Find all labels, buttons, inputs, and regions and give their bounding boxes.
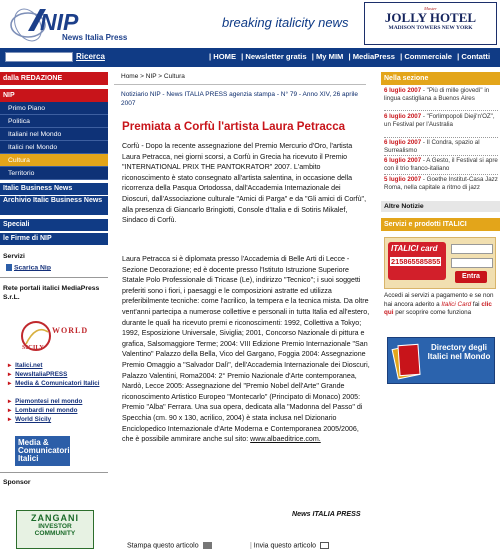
news-date: 6 luglio 2007 [384,113,422,120]
entra-button[interactable]: Entra [455,271,487,283]
sidebar-item-primo-piano[interactable]: Primo Piano [0,102,108,115]
top-navigation [0,48,500,67]
media-comunicatori-banner[interactable]: Media & Comunicatori Italici [15,436,70,466]
world-sicily-logo[interactable] [14,314,92,358]
nella-sezione-header: Nella sezione [381,72,500,85]
nip-header[interactable]: NIP [0,89,108,102]
slogan: breaking italicity news [222,15,349,30]
brand-name: News Italia Press [62,33,128,42]
breadcrumb [121,73,185,80]
nav-newsletter[interactable]: | Newsletter gratis [241,52,307,61]
clic-qui-link[interactable]: clic qui [384,300,492,317]
news-text: - "Forlimpopoli Dieji'n'OZ", un Festival per l'Australia [384,113,495,128]
divider [384,110,498,111]
scarica-nip-link[interactable]: Scarica Nip [13,264,51,272]
nav-links [209,52,493,61]
servizi-italici-header: Servizi e prodotti ITALICI [381,218,500,231]
site-link[interactable]: www.albaeditrice.com. [250,435,321,444]
divider [384,137,498,138]
breadcrumb-sep: > [156,73,164,80]
send-article-button[interactable] [250,542,329,549]
search-link[interactable]: Ricerca [76,52,105,61]
right-column [381,67,500,556]
sidebar-firme-nip[interactable]: le Firme di NIP [0,233,108,245]
nav-home[interactable]: | HOME [209,52,237,61]
breadcrumb-current: Cultura [163,73,185,80]
news-item[interactable] [384,87,498,102]
printer-icon [203,542,212,549]
sicily-swirl-icon [14,314,92,358]
news-date: 6 luglio 2007 [384,157,422,164]
news-text: - A Gesto, il Festival si apre con il trio franco-italiano [384,157,498,172]
network-link-italici[interactable]: ▸ Italici.net [8,362,42,369]
italici-card-login [384,237,496,289]
ad-title: JOLLY HOTEL [384,10,477,25]
nav-contatti[interactable]: | Contatti [457,52,491,61]
sidebar-speciali[interactable]: Speciali [0,219,108,231]
network-link-world-sicily[interactable]: ▸ World Sicily [8,416,51,423]
nav-my-mim[interactable]: | My MIM [311,52,344,61]
sidebar-archivio-business[interactable]: Archivio Italic Business News [0,196,108,215]
directory-book-icon [390,339,424,384]
divider [114,84,366,85]
network-link-newsitaliapress[interactable]: ▸ NewsItaliaPRESS [8,371,67,378]
italici-card-image [388,242,446,280]
network-title: Rete portali italici MediaPress S.r.L. [3,285,100,301]
news-item[interactable] [384,139,498,154]
news-item[interactable] [384,176,498,191]
nav-commerciale[interactable]: | Commerciale [400,52,453,61]
article-signature: News ITALIA PRESS [292,510,361,518]
sidebar-item-politica[interactable]: Politica [0,115,108,128]
sponsor-title: Sponsor [3,479,31,486]
search-input[interactable] [5,52,73,62]
sidebar-item-italiani-nel-mondo[interactable]: Italiani nel Mondo [0,128,108,141]
altre-notizie-link[interactable]: Altre Notizie [381,201,500,212]
access-text [384,292,498,318]
card-number: 215865585855 [391,257,441,266]
left-sidebar [0,67,108,556]
sidebar-italic-business-news[interactable]: Italic Business News [0,183,108,195]
ad-subtitle: MADISON TOWERS NEW YORK [388,25,473,31]
community-text: COMMUNITY [34,530,76,537]
notiziario-line: Notiziario NIP - News ITALIA PRESS agenzia stampa - N° 79 - Anno XIV, 26 aprile 2007 [121,91,358,107]
site-header [0,0,500,48]
servizi-title: Servizi [3,253,25,260]
dalla-redazione-header: dalla REDAZIONE [0,72,108,85]
divider [384,174,498,175]
sidebar-item-cultura[interactable]: Cultura [0,154,108,167]
directory-banner[interactable] [387,337,495,384]
nav-mediapress[interactable]: | MediaPress [348,52,395,61]
download-icon [6,264,12,271]
envelope-icon [320,542,329,549]
separator: | [250,542,254,550]
breadcrumb-sep: > [138,73,146,80]
article-title: Premiata a Corfù l'artista Laura Petracca [122,120,346,133]
news-text: - "Più di mille giovedì" in lingua castigliana a Buenos Aires [384,87,490,102]
news-text: - Il Condra, spazio al Surrealismo [384,139,480,154]
breadcrumb-nip[interactable]: NIP [145,73,157,80]
access-brand: Italici Card [441,300,472,308]
card-name: ITALICI card [391,244,438,253]
news-item[interactable] [384,113,498,128]
directory-text: Directory degli Italici nel Mondo [427,343,491,361]
jolly-hotel-ad[interactable] [364,2,497,45]
sidebar-item-italici-nel-mondo[interactable]: Italici nel Mondo [0,141,108,154]
scarica-nip-row[interactable] [6,264,51,271]
news-item[interactable] [384,157,498,172]
article-area [114,67,370,556]
sicily-text: SICILY [22,344,44,351]
investor-text: INVESTOR [38,523,72,530]
article-paragraph-2 [122,254,370,445]
password-field[interactable] [451,258,493,268]
network-link-lombardi[interactable]: ▸ Lombardi nel mondo [8,407,77,414]
username-field[interactable] [451,244,493,254]
send-label: Invia questo articolo [253,542,317,550]
sidebar-item-territorio[interactable]: Territorio [0,167,108,180]
paragraph-2-text: Laura Petracca si è diplomata presso l'Accademia di Belle Arti di Lecce - Sezione Decorazione; ed è docente presso l'Istituto Istruzione Superiore Statale Polo Professionale di Tricase (Le), indirizzo "Tecnico"; i suoi soggetti preferiti sono i fiori, i paesaggi e le composizioni astratte ed utilizza preferibilmente tecniche: come l'acrilico, la tempera e la tecnica mista. Da oltre vent'anni partecipa a numerose collettive e personali in tutta Italia ed all'estero, durante le quali ha ricevuto premi e riconoscimenti: 1992, Collettiva a Tokyo; 1992, Esposizione Universale, Siviglia; 2001, Concorso Nazionale di pittura e grafica, Salsomaggiore Terme; 2004: VIII Edizione Premio Internazionale "San Valentino" Palazzo della Bella, Vico del Gargano, Foggia 2004: Assegnazione Premio Omaggio a "Salvador Dalì", dell'Accademia Internazionale dei Dioscuri, Palazzo Valentini, Roma2004: 2° Premio Nazionale d'Arte contemporanea, Nardò, Lecce 2005: Assegnazione del "Premio Nobel dell'Arte" Grande riconoscimento Artistico Europeo "Montecarlo" (Principato di Monaco) 2005: Premio "Alba" Ferrara. Una sua opera, dedicata alla "Madonna del Passo" di Specchia (cm. 90 x 130, acrilico, 2004) è stata inclusa nel Dizionario Enciclopedico Internazionale d'Arte Moderna e Contemporanea 2005/2006, che è possibile ammirare anche sul sito: [122,255,370,444]
breadcrumb-home[interactable]: Home [121,73,139,80]
access-text-start: Accedi ai servizi a pagamento e se non hai ancora aderito a [384,292,494,308]
divider [0,277,108,278]
network-link-media-comunicatori[interactable]: ▸ Media & Comunicatori Italici [8,380,104,388]
print-article-button[interactable] [127,542,212,549]
news-date: 6 luglio 2007 [384,87,422,94]
news-date: 5 luglio 2007 [384,176,422,183]
ad-small-text: Master [424,6,437,11]
print-label: Stampa questo articolo [127,542,199,550]
divider [384,155,498,156]
network-link-piemontesi[interactable]: ▸ Piemontesi nel mondo [8,398,82,405]
zangani-banner[interactable] [16,510,94,549]
news-text: - Goethe Institut-Casa Jazz Roma, nella capitale a ritmo di jazz [384,176,498,191]
divider [0,472,108,473]
article-paragraph-1: Corfù - Dopo la recente assegnazione del Premio Mercurio d'Oro, l'artista Laura Petracca, nei giorni scorsi, a Corfù in Grecia ha ricevuto il Premio "INTERNATIONAL PRIX THE PANTOKRATOR" 2007. L'ambito riconoscimento è stato consegnato all'artista salentina, in occasione della ricorrenza della Pasqua Ortodossa, dall'Accademia Internazionale dei Dioscuri, dall'Associazione culturale "Amici di Parga" e da "Gli amici di Corfù", alla presenza di Giancarlo Bringiotti, Console d'Italia e di Sotiris Mikalef, Sindaco di Corfù. [122,142,367,225]
news-date: 6 luglio 2007 [384,139,422,146]
svg-text:NIP: NIP [40,9,79,35]
world-text: WORLD [52,326,89,335]
access-fa: fai [471,300,482,308]
access-text-end: per scoprire come funziona [393,309,472,317]
zangani-text: ZANGANI [31,513,79,523]
